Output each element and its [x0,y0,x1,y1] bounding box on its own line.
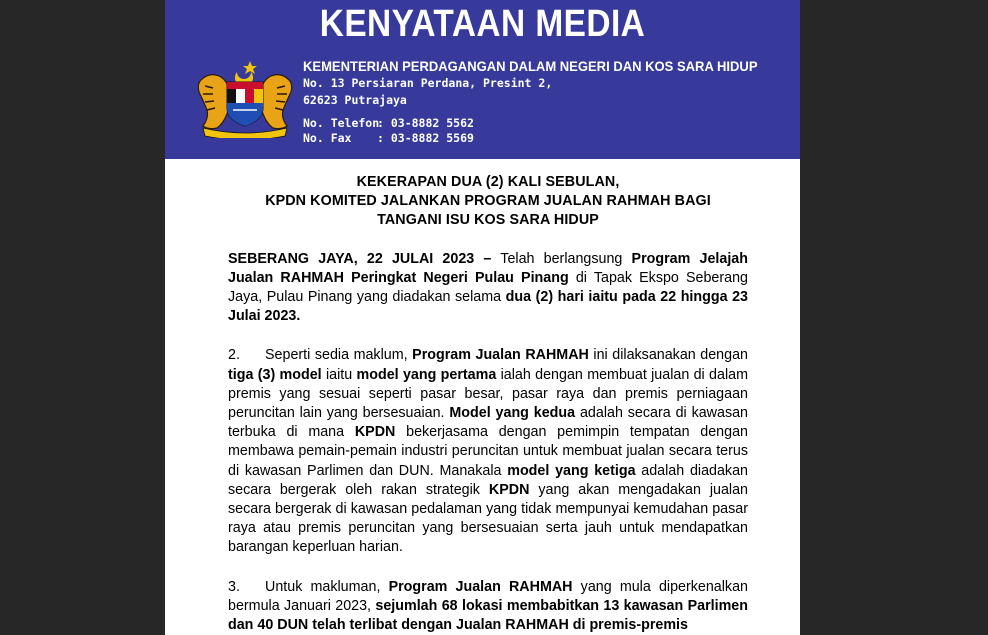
paragraph-3-text [228,579,748,633]
bold-text-run: model yang pertama [356,366,497,383]
header-banner [165,0,800,159]
text-run: di Tapak Ekspo Seberang Jaya, Pulau Pinang yang diadakan selama [228,269,748,306]
contact-block [303,116,793,146]
text-run: iaitu [321,366,357,383]
press-release-page [165,0,800,635]
paragraph-2 [228,346,748,557]
headline-line-3: TANGANI ISU KOS SARA HIDUP [377,212,599,229]
bold-text-run: KPDN [488,481,530,498]
paragraph-1 [228,250,748,327]
bold-text-run: tiga (3) model [228,366,322,383]
phone-value: : 03-8882 5562 [377,116,474,130]
text-run: Telah berlangsung [491,250,632,267]
paragraph-2-text [228,347,748,555]
bold-text-run: Program Jualan RAHMAH [388,578,573,595]
bold-text-run: model yang ketiga [507,462,636,479]
coat-of-arms-icon [193,58,297,138]
banner-title: KENYATAAN MEDIA [319,3,646,45]
fax-label: No. Fax [303,131,352,145]
fax-value: : 03-8882 5569 [377,131,474,145]
fax-row [303,131,793,146]
address-line-2: 62623 Putrajaya [303,93,407,107]
bold-text-run: Model yang kedua [449,405,576,422]
paragraph-3-number: 3. [228,578,240,595]
paragraph-3 [228,578,748,635]
text-run: adalah secara di kawasan terbuka di mana [228,405,748,441]
bold-text-run: Program Jualan RAHMAH [412,347,589,364]
text-run: ialah dengan membuat jualan di dalam premis yang sesuai seperti pasar besar, pasar raya dan premis perniagaan peruncitan lain yang bersesuaian. [228,366,748,422]
text-run: yang akan mengadakan jualan secara bergerak di kawasan pedalaman yang tidak mempunyai kemudahan pasar raya atau premis peruncitan yang bersesuaian serta jauh untuk mendapatkan barangan keperluan harian. [228,481,749,556]
headline-line-2: KPDN KOMITED JALANKAN PROGRAM JUALAN RAHMAH BAGI [265,193,711,210]
phone-label: No. Telefon [303,116,380,130]
text-run: ini dilaksanakan dengan [588,347,748,364]
text-run: yang mula diperkenalkan bermula Januari 2023, [228,578,748,614]
text-run: Seperti sedia maklum, [265,347,413,364]
text-run: Untuk makluman, [265,578,389,595]
paragraph-2-number: 2. [228,347,240,364]
bold-text-run: dua (2) hari iaitu pada 22 hingga 23 Julai 2023. [228,289,748,325]
text-run: adalah diadakan secara bergerak oleh rakan strategik [228,462,748,498]
bold-text-run: Program Jelajah Jualan RAHMAH Peringkat Negeri Pulau Pinang [228,250,748,286]
bold-text-run: sejumlah 68 lokasi membabitkan 13 kawasan Parlimen dan 40 DUN telah terlibat dengan Jualan RAHMAH di premis-premis [228,597,748,634]
headline-line-1: KEKERAPAN DUA (2) KALI SEBULAN, [356,174,620,190]
text-run: bekerjasama dengan pemimpin tempatan dengan membawa pemain-pemain industri peruncitan untuk membuat jualan secara terus di kawasan Parlimen dan DUN. Manakala [228,424,748,479]
press-release-body [228,173,748,635]
bold-text-run: SEBERANG JAYA, 22 JULAI 2023 – [228,250,492,267]
bold-text-run: KPDN [354,424,396,441]
phone-row [303,116,793,131]
ministry-name: KEMENTERIAN PERDAGANGAN DALAM NEGERI DAN KOS SARA HIDUP [303,58,758,74]
headline [228,173,748,231]
address-line-1: No. 13 Persiaran Perdana, Presint 2, [303,76,553,90]
ministry-info [303,57,793,146]
